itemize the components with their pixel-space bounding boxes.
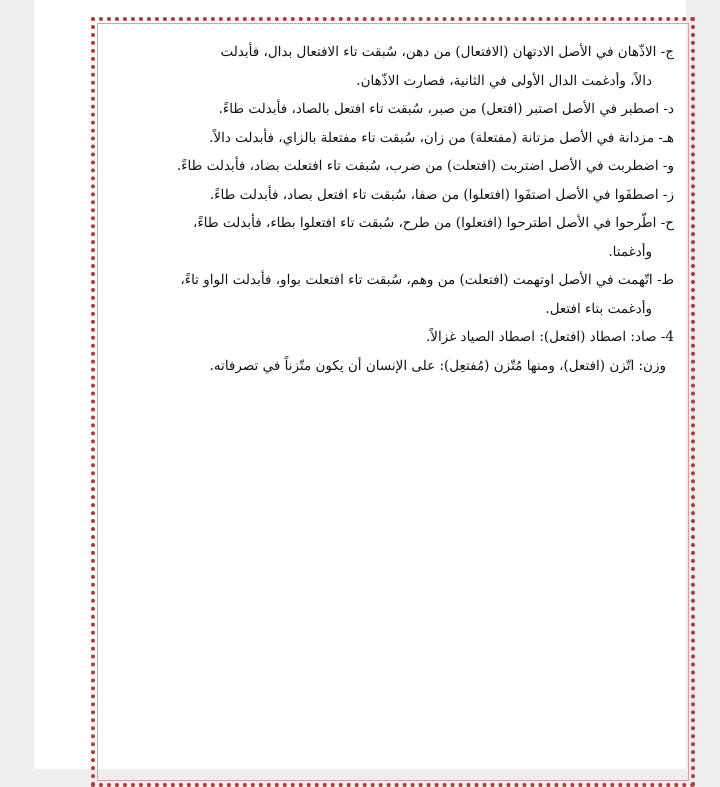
paragraph-line: ط- اتّهمت في الأصل اوتهمت (افتعلت) من وهم، سُبقت تاء افتعلت بواو، فأبدلت الواو تاءً،: [180, 272, 674, 288]
paragraph-line-continuation: وأدغمت بتاء افتعل.: [545, 300, 652, 317]
paragraph-line-continuation: وأدغمتا.: [608, 243, 652, 260]
paragraph-line: ح- اطّرحوا في الأصل اطترحوا (افتعلوا) من طرح، سُبقت تاء افتعلوا بطاء، فأبدلت طاءً،: [193, 215, 674, 231]
document-page: [34, 0, 686, 769]
paragraph-line: 4- صاد: اصطاد (افتعل): اصطاد الصياد غزالاً.: [426, 329, 674, 345]
paragraph-line: ز- اصطفَوا في الأصل اصتفَوا (افتعلوا) من صفا، سُبقت تاء افتعل بصاد، فأبدلت طاءً.: [209, 186, 674, 203]
document-body: [129, 40, 674, 382]
paragraph-line: وزن: اتّزن (افتعل)، ومنها مُتّزن (مُفتعِل): على الإنسان أن يكون متّزناً في تصرفاته.: [209, 357, 666, 374]
paragraph-line: د- اصطبر في الأصل اصتبر (افتعل) من صبر، سُبقت تاء افتعل بالصاد، فأبدلت طاءً.: [218, 101, 674, 117]
paragraph-line: هـ- مزدانة في الأصل مزتانة (مفتعلة) من زان، سُبقت تاء مفتعلة بالزاي، فأبدلت دالاً.: [209, 129, 674, 146]
paragraph-line-continuation: دالاً، وأدغمت الدال الأولى في الثانية، فصارت الاذّهان.: [356, 72, 652, 89]
paragraph-line: ج- الاذّهان في الأصل الادتهان (الافتعال) من دهن، سُبقت تاء الافتعال بدال، فأبدلت: [220, 44, 674, 60]
paragraph-line: و- اضطربت في الأصل اضتربت (افتعلت) من ضرب، سُبقت تاء افتعلت بضاد، فأبدلت طاءً.: [176, 158, 674, 174]
